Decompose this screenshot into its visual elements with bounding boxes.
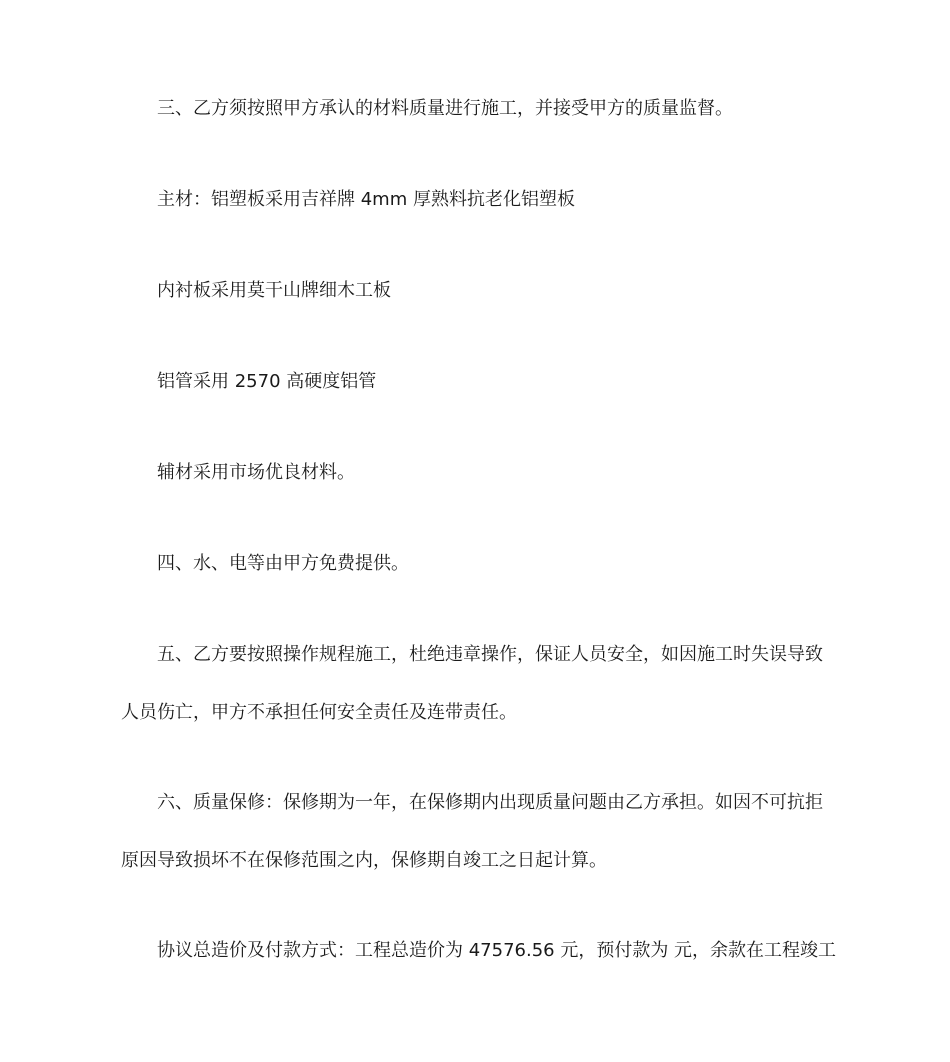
clause-5-line-1: 五、乙方要按照操作规程施工，杜绝违章操作，保证人员安全，如因施工时失误导致 [157, 644, 823, 665]
aluminum-pipe-text: 铝管采用 2570 高硬度铝管 [157, 371, 377, 392]
clause-4-text: 四、水、电等由甲方免费提供。 [157, 553, 409, 574]
payment-text: 协议总造价及付款方式：工程总造价为 47576.56 元，预付款为 元，余款在工程竣工 [157, 940, 837, 961]
main-material-text: 主材：铝塑板采用吉祥牌 4mm 厚熟料抗老化铝塑板 [157, 189, 575, 210]
aux-material-text: 辅材采用市场优良材料。 [157, 462, 355, 483]
clause-6-line-2: 原因导致损坏不在保修范围之内，保修期自竣工之日起计算。 [121, 850, 607, 871]
lining-board-text: 内衬板采用莫干山牌细木工板 [157, 280, 391, 301]
clause-3-text: 三、乙方须按照甲方承认的材料质量进行施工，并接受甲方的质量监督。 [157, 98, 733, 119]
clause-5-line-2: 人员伤亡，甲方不承担任何安全责任及连带责任。 [121, 702, 517, 723]
clause-6-line-1: 六、质量保修：保修期为一年，在保修期内出现质量问题由乙方承担。如因不可抗拒 [157, 792, 823, 813]
